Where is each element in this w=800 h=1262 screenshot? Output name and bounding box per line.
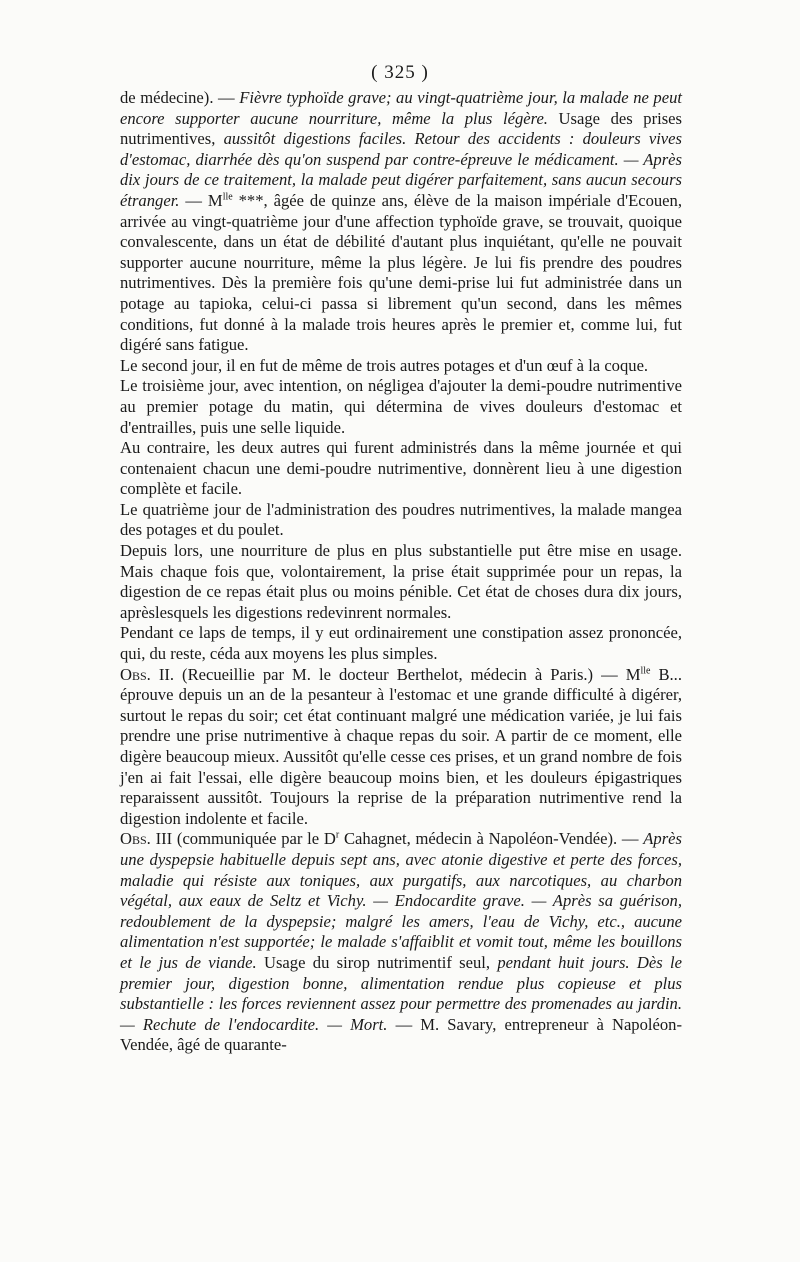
text-run: Obs. III: [120, 829, 173, 849]
text-run: lle: [640, 665, 651, 677]
text-run: lle: [222, 191, 233, 203]
text-run: Obs. II.: [120, 664, 175, 684]
text-run: — M. Savary, entrepreneur à Napoléon-Vendée, âgé de quarante-: [120, 1014, 682, 1055]
text-run: Le troisième jour, avec intention, on négligea d'ajouter la demi-poudre nutrimentive au premier potage du matin, qui détermina de vives douleurs d'estomac et d'entrailles, puis une selle liquide.: [120, 376, 682, 437]
italic-text: Fièvre typhoïde grave; au vingt-quatrième jour, la malade ne peut encore supporter aucune nourriture, même la plus légère.: [120, 88, 682, 128]
text-run: r: [335, 829, 340, 841]
text-run: Le quatrième jour de l'administration des poudres nutrimentives, la malade mangea des potages et du poulet.: [120, 499, 682, 540]
text-run: Le second jour, il en fut de même de trois autres potages et d'un œuf à la coque.: [120, 355, 649, 375]
text-run: ***, âgée de quinze ans, élève de la maison impériale d'Ecouen, arrivée au vingt-quatrième jour d'une affection typhoïde grave, se trouvait, quoique convalescente, dans un état de débilité d'autant plus inquiétant, qu'elle ne pouvait supporter aucune nourriture, même la plus légère. Je lui fis prendre des poudres nutrimentives. Dès la première fois qu'une demi-prise lui fut administrée dans un potage au tapioka, celui-ci passa si librement qu'un second, dans les mêmes conditions, fut donné à la malade trois heures après le premier et, comme lui, fut digéré sans fatigue.: [120, 190, 682, 355]
paragraph: [120, 541, 682, 623]
paragraph: [120, 88, 682, 356]
text-run: de médecine). —: [120, 88, 240, 107]
text-run: Au contraire, les deux autres qui furent administrés dans la même journée et qui contenaient chacun une demi-poudre nutrimentive, donnèrent lieu à une digestion complète et facile.: [120, 438, 682, 499]
text-run: Usage des prises nutrimentives,: [120, 108, 682, 149]
paragraph: [120, 623, 682, 664]
paragraph: [120, 438, 682, 500]
text-run: — M: [179, 190, 223, 210]
paragraph: [120, 665, 682, 830]
paragraph: [120, 376, 682, 438]
text-run: Cahagnet, médecin à Napoléon-Vendée). —: [339, 829, 644, 849]
text-run: Usage du sirop nutrimentif seul,: [256, 952, 498, 972]
italic-text: aussitôt digestions faciles. Retour des accidents : douleurs vives d'estomac, diarrhée dès qu'on suspend par contre-épreuve le médicament. — Après dix jours de ce traitement, la malade peut digérer parfaitement, sans aucun secours étranger.: [120, 129, 682, 210]
text-run: B... éprouve depuis un an de la pesanteur à l'estomac et une grande difficulté à digérer, surtout le repas du soir; cet état continuant malgré une médication variée, je lui fais prendre une prise nutrimentive à chaque repas du soir. A partir de ce moment, elle digère beaucoup mieux. Aussitôt qu'elle cesse ces prises, et un grand nombre de fois j'en ai fait l'essai, elle digère beaucoup moins bien, et les douleurs épigastriques reparaissent aussitôt. Toujours la reprise de la préparation nutrimentive rend la digestion indolente et facile.: [120, 664, 682, 828]
body-text: [120, 88, 682, 1056]
paragraph: [120, 356, 682, 377]
italic-text: Après une dyspepsie habituelle depuis sept ans, avec atonie digestive et perte des forces, maladie qui résiste aux toniques, aux purgatifs, aux narcotiques, au charbon végétal, aux eaux de Seltz et Vichy. — Endocardite grave. — Après sa guérison, redoublement de la dyspepsie; malgré les amers, l'eau de Vichy, etc., aucune alimentation n'est supportée; le malade s'affaiblit et vomit tout, même les bouillons et le jus de viande.: [120, 829, 682, 972]
paragraph: [120, 829, 682, 1056]
text-run: Depuis lors, une nourriture de plus en plus substantielle put être mise en usage. Mais chaque fois que, volontairement, la prise était supprimée pour un repas, la digestion de ce repas était plus ou moins pénible. Cet état de choses dura dix jours, aprèslesquels les digestions redevinrent normales.: [120, 541, 682, 622]
italic-text: pendant huit jours. Dès le premier jour, digestion bonne, alimentation rendue plus copieuse et plus substantielle : les forces reviennent assez pour permettre des promenades au jardin. — Rechute de l'endocardite. — Mort.: [120, 952, 682, 1034]
text-run: (Recueillie par M. le docteur Berthelot, médecin à Paris.) — M: [174, 664, 641, 684]
text-run: (communiquée par le D: [172, 829, 336, 849]
page-number: ( 325 ): [371, 62, 429, 83]
paragraph: [120, 500, 682, 541]
text-run: Pendant ce laps de temps, il y eut ordinairement une constipation assez prononcée, qui, du reste, céda aux moyens les plus simples.: [120, 623, 682, 664]
